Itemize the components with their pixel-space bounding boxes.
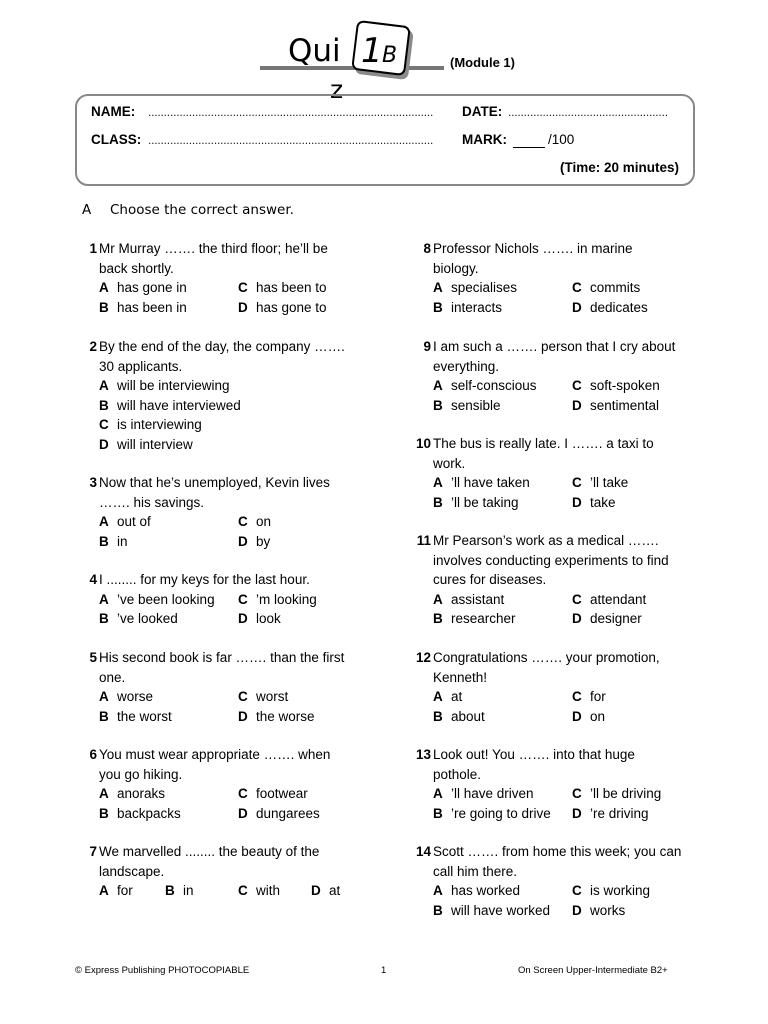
module-label: (Module 1)	[450, 55, 515, 70]
question-text: I am such a ……. person that I cry about everything.	[433, 339, 676, 374]
option-c[interactable]: C attendant	[572, 591, 647, 607]
option-d[interactable]: D designer	[572, 611, 642, 626]
option-a[interactable]: A has gone in	[99, 280, 187, 295]
option-a[interactable]: A worse	[99, 689, 154, 704]
section-instruction: Choose the correct answer.	[110, 202, 294, 218]
question-text: Congratulations ……. your promotion, Kenneth!	[433, 650, 660, 685]
question-text: Mr Pearson’s work as a medical ……. involves conducting experiments to find cures for diseases.	[433, 533, 669, 587]
option-d[interactable]: D has gone to	[238, 299, 327, 315]
option-c[interactable]: C ’ll be driving	[572, 786, 662, 801]
quiz-title: Qui	[288, 33, 341, 69]
option-a[interactable]: A will be interviewing	[99, 378, 230, 393]
question-text: Look out! You ……. into that huge pothole.	[433, 747, 635, 782]
mark-label: MARK:	[462, 132, 507, 147]
class-field[interactable]: ...........................................................................................	[148, 133, 434, 147]
option-b[interactable]: B will have worked	[433, 902, 551, 918]
option-b[interactable]: B in	[99, 533, 128, 549]
option-c[interactable]: C is interviewing	[99, 417, 202, 432]
mark-field[interactable]	[513, 147, 545, 148]
question-number: 8	[423, 241, 431, 256]
date-field[interactable]: ...................................................	[508, 105, 668, 119]
quiz-badge-letter: B	[382, 43, 398, 68]
question-number: 10	[415, 436, 431, 451]
option-b[interactable]: B ’re going to drive	[433, 805, 551, 821]
question-number: 14	[415, 844, 431, 859]
quiz-title-z: z	[330, 75, 344, 104]
time-limit: (Time: 20 minutes)	[560, 160, 680, 175]
question-7	[75, 842, 371, 901]
question-11	[409, 531, 705, 629]
footer-course: On Screen Upper-Intermediate B2+	[518, 965, 668, 976]
option-b[interactable]: B ’ve looked	[99, 611, 178, 626]
question-8	[409, 239, 705, 317]
class-label: CLASS:	[91, 132, 142, 147]
question-text: Now that he’s unemployed, Kevin lives ……. his savings.	[99, 475, 330, 510]
option-a[interactable]: A ’ll have driven	[433, 786, 534, 801]
question-1	[75, 239, 371, 317]
question-number: 2	[89, 339, 97, 354]
option-c[interactable]: C commits	[572, 280, 641, 295]
question-number: 3	[89, 475, 97, 490]
question-number: 5	[89, 650, 97, 665]
option-a[interactable]: A at	[433, 689, 463, 704]
option-c[interactable]: C for	[572, 689, 606, 704]
option-b[interactable]: B the worst	[99, 708, 172, 724]
option-d[interactable]: D will interview	[99, 436, 193, 452]
option-b[interactable]: B researcher	[433, 611, 516, 626]
question-number: 11	[416, 533, 431, 548]
mark-total: /100	[548, 132, 575, 147]
question-10	[409, 434, 705, 512]
question-text: Professor Nichols ……. in marine biology.	[433, 241, 633, 276]
question-number: 6	[89, 747, 97, 762]
option-c[interactable]: C is working	[572, 883, 651, 898]
option-d[interactable]: D by	[238, 533, 271, 549]
option-b[interactable]: B about	[433, 708, 485, 724]
option-b[interactable]: B in	[165, 883, 194, 898]
option-a[interactable]: A has worked	[433, 883, 521, 898]
option-a[interactable]: A ’ll have taken	[433, 475, 530, 490]
option-d[interactable]: D take	[572, 494, 616, 510]
option-c[interactable]: C soft-spoken	[572, 378, 660, 393]
option-a[interactable]: A anoraks	[99, 786, 166, 801]
option-a[interactable]: A specialises	[433, 280, 518, 295]
option-c[interactable]: C ’ll take	[572, 475, 629, 490]
question-4	[75, 570, 371, 629]
option-b[interactable]: B has been in	[99, 299, 187, 315]
question-number: 7	[89, 844, 97, 859]
question-text: I ........ for my keys for the last hour.	[99, 572, 310, 587]
option-c[interactable]: C with	[238, 883, 281, 898]
question-14	[409, 842, 705, 920]
question-number: 13	[415, 747, 431, 762]
question-12	[409, 648, 705, 726]
option-d[interactable]: D dedicates	[572, 299, 648, 315]
footer-copyright: © Express Publishing PHOTOCOPIABLE	[75, 965, 250, 976]
question-number: 9	[423, 339, 431, 354]
question-13	[409, 745, 705, 823]
section-letter: A	[82, 202, 92, 218]
option-d[interactable]: D on	[572, 708, 606, 724]
option-d[interactable]: D works	[572, 902, 626, 918]
option-d[interactable]: D sentimental	[572, 397, 660, 413]
option-a[interactable]: A out of	[99, 514, 151, 529]
option-d[interactable]: D ’re driving	[572, 805, 649, 821]
question-2	[75, 337, 371, 454]
question-text: The bus is really late. I ……. a taxi to work.	[433, 436, 654, 471]
option-c[interactable]: C on	[238, 514, 272, 529]
option-c[interactable]: C has been to	[238, 280, 327, 295]
question-number: 12	[415, 650, 431, 665]
option-a[interactable]: A self-conscious	[433, 378, 537, 393]
name-field[interactable]: ...........................................................................................	[148, 105, 434, 119]
name-label: NAME:	[91, 104, 136, 119]
question-9	[409, 337, 705, 415]
option-a[interactable]: A ’ve been looking	[99, 591, 215, 607]
question-number: 1	[89, 241, 97, 256]
question-6	[75, 745, 371, 823]
option-c[interactable]: C footwear	[238, 786, 308, 801]
footer-page-number: 1	[381, 965, 387, 976]
option-b[interactable]: B sensible	[433, 397, 501, 413]
question-text: Scott ……. from home this week; you can call him there.	[433, 844, 682, 879]
question-number: 4	[89, 572, 97, 587]
question-text: By the end of the day, the company ……. 30 applicants.	[99, 339, 345, 374]
question-text: We marvelled ........ the beauty of the landscape.	[99, 844, 320, 879]
option-a[interactable]: A assistant	[433, 591, 505, 607]
date-label: DATE:	[462, 104, 503, 119]
option-d[interactable]: D dungarees	[238, 805, 320, 821]
option-d[interactable]: D the worse	[238, 708, 315, 724]
option-c[interactable]: C worst	[238, 689, 289, 704]
option-b[interactable]: B will have interviewed	[99, 397, 241, 413]
option-c[interactable]: C ’m looking	[238, 591, 317, 607]
option-b[interactable]: B ’ll be taking	[433, 494, 519, 510]
option-d[interactable]: D at	[311, 883, 341, 898]
question-text: His second book is far ……. than the first one.	[99, 650, 345, 685]
question-3	[75, 473, 371, 551]
question-text: You must wear appropriate ……. when you go hiking.	[99, 747, 331, 782]
option-d[interactable]: D look	[238, 611, 281, 626]
question-5	[75, 648, 371, 726]
quiz-badge-number: 1	[361, 31, 383, 71]
option-b[interactable]: B interacts	[433, 299, 503, 315]
option-b[interactable]: B backpacks	[99, 805, 181, 821]
option-a[interactable]: A for	[99, 883, 133, 898]
question-text: Mr Murray ……. the third floor; he’ll be back shortly.	[99, 241, 328, 276]
